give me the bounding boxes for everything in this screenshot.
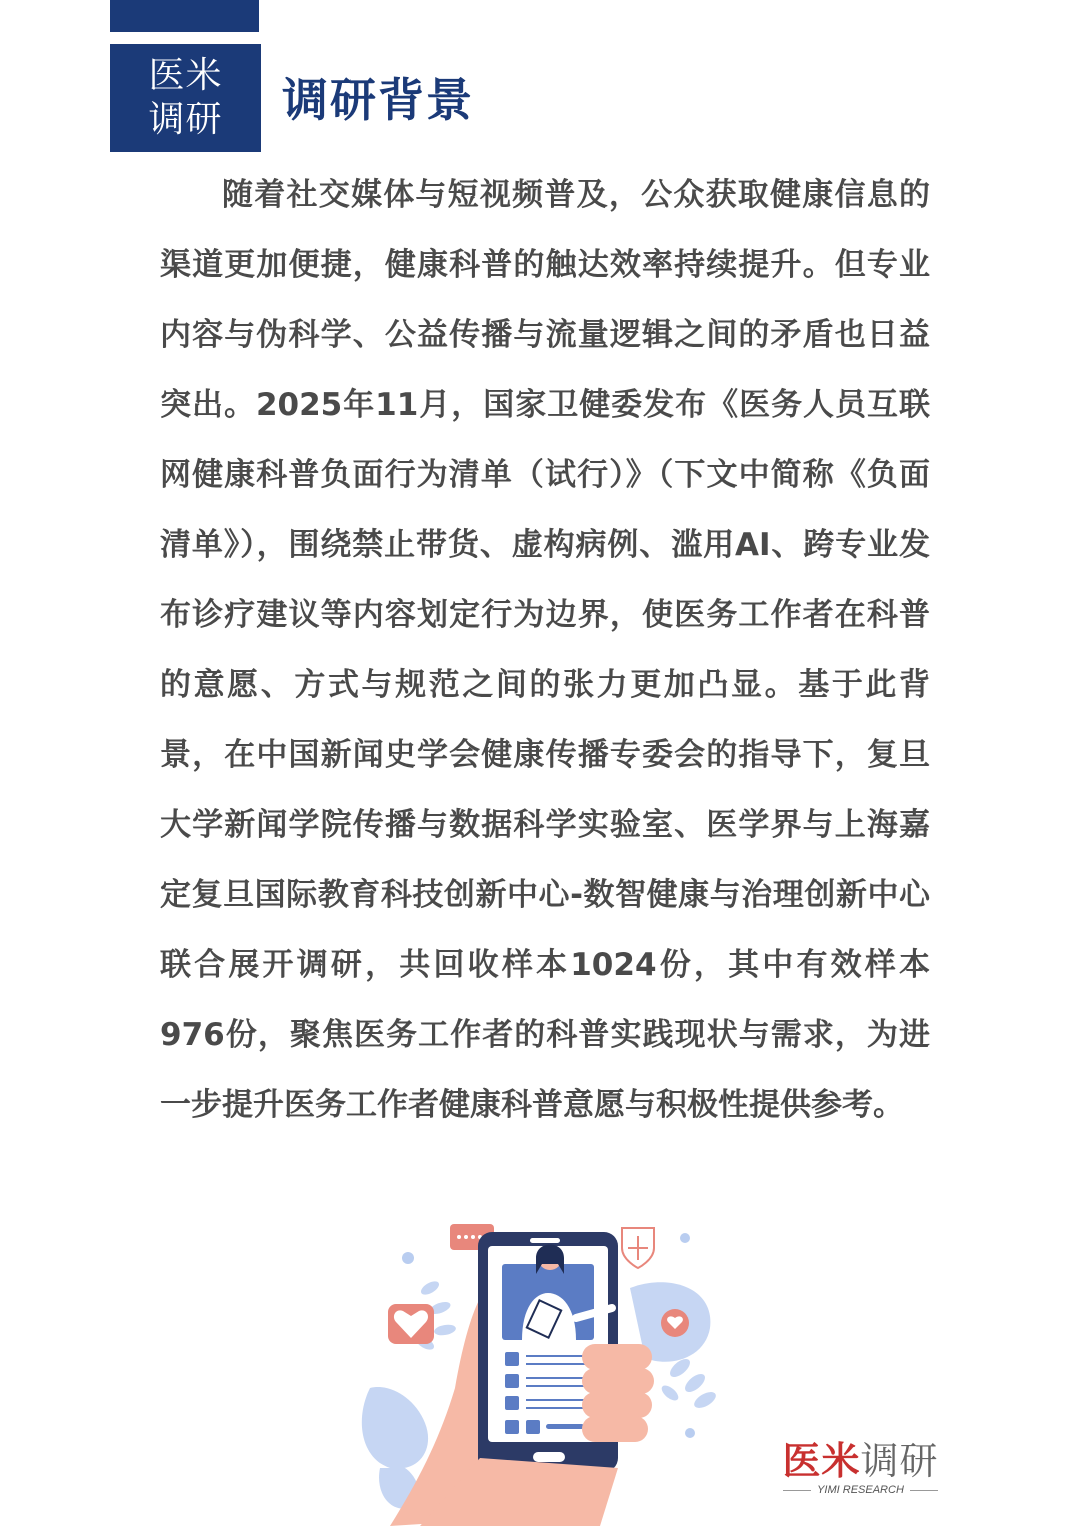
page-title: 调研背景 <box>282 73 474 127</box>
body-paragraph: 随着社交媒体与短视频普及，公众获取健康信息的渠道更加便捷，健康科普的触达效率持续提升。但专业内容与伪科学、公益传播与流量逻辑之间的矛盾也日益突出。2025年11月，国家卫健委发布《医务人员互联网健康科普负面行为清单（试行）》（下文中简称《负面清单》），围绕禁止带货、虚构病例、滥用AI、跨专业发布诊疗建议等内容划定行为边界，使医务工作者在科普的意愿、方式与规范之间的张力更加凸显。基于此背景，在中国新闻史学会健康传播专委会的指导下，复旦大学新闻学院传播与数据科学实验室、医学界与上海嘉定复旦国际教育科技创新中心-数智健康与治理创新中心联合展开调研，共回收样本1024份，其中有效样本976份，聚焦医务工作者的科普实践现状与需求，为进一步提升医务工作者健康科普意愿与积极性提供参考。 <box>160 177 930 1123</box>
logo-wordmark <box>778 1440 943 1482</box>
logo-subtitle-row <box>778 1484 943 1496</box>
badge-line-1: 医米 <box>148 55 223 96</box>
logo-gray-text: 调研 <box>860 1439 939 1483</box>
logo-subtitle: YIMI RESEARCH <box>817 1484 904 1496</box>
header-accent-bar <box>110 0 259 32</box>
badge-line-2: 调研 <box>148 99 223 140</box>
divider-left <box>783 1490 811 1491</box>
divider-right <box>910 1490 938 1491</box>
logo-red-text: 医米 <box>782 1438 861 1483</box>
brand-badge <box>110 44 261 152</box>
brand-logo <box>778 1440 943 1504</box>
body-content <box>160 160 930 1140</box>
phone-doctor-illustration <box>350 1218 730 1526</box>
